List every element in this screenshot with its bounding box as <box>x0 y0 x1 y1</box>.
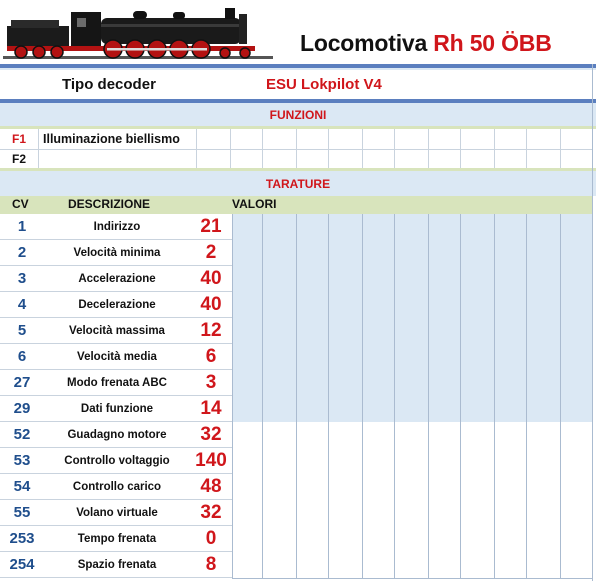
value-cell[interactable] <box>328 474 363 501</box>
value-cell[interactable] <box>560 266 593 293</box>
cv-number: 27 <box>13 374 31 391</box>
value-cell[interactable] <box>262 500 297 527</box>
value-cell[interactable] <box>296 266 329 293</box>
value-cell[interactable] <box>526 266 561 293</box>
value-cell[interactable] <box>232 500 263 527</box>
value-cell[interactable] <box>232 448 263 475</box>
value-cell[interactable] <box>296 240 329 267</box>
value-cell[interactable] <box>526 240 561 267</box>
value-cell[interactable] <box>526 552 561 579</box>
value-cell[interactable] <box>460 292 495 319</box>
value-cell[interactable] <box>232 318 263 345</box>
value-cell[interactable] <box>560 370 593 397</box>
value-cell[interactable] <box>428 292 461 319</box>
cv-description: Velocità media <box>77 351 157 363</box>
value-cell[interactable] <box>460 552 495 579</box>
cv-description: Volano virtuale <box>76 507 158 519</box>
value-cell[interactable] <box>460 370 495 397</box>
decoder-row <box>0 70 596 99</box>
value-cell[interactable] <box>262 422 297 449</box>
grid-line <box>362 149 364 169</box>
value-cell[interactable] <box>560 396 593 423</box>
cv-number: 3 <box>17 270 27 287</box>
value-cell[interactable] <box>362 500 395 527</box>
cv-value[interactable]: 0 <box>205 528 217 549</box>
value-cell[interactable] <box>460 214 495 241</box>
table-row <box>0 318 592 344</box>
value-cell[interactable] <box>328 552 363 579</box>
value-cell[interactable] <box>428 448 461 475</box>
cv-number: 54 <box>13 478 31 495</box>
grid-line <box>494 149 496 169</box>
value-cell[interactable] <box>262 370 297 397</box>
value-cell[interactable] <box>394 318 429 345</box>
value-cell[interactable] <box>428 240 461 267</box>
value-cell[interactable] <box>328 422 363 449</box>
value-cell[interactable] <box>296 552 329 579</box>
value-cell[interactable] <box>262 240 297 267</box>
cv-number: 254 <box>9 556 35 573</box>
value-cell[interactable] <box>232 422 263 449</box>
value-cell[interactable] <box>328 448 363 475</box>
grid-line <box>296 129 298 149</box>
cv-number: 4 <box>17 296 27 313</box>
descrizione-column-header: DESCRIZIONE <box>68 197 151 211</box>
grid-line <box>428 129 430 149</box>
page-title: Locomotiva Rh 50 ÖBB <box>300 30 552 56</box>
cv-value[interactable]: 21 <box>200 216 222 237</box>
value-cell[interactable] <box>394 526 429 553</box>
value-cell[interactable] <box>262 292 297 319</box>
cv-value[interactable]: 140 <box>195 450 227 471</box>
value-cell[interactable] <box>262 448 297 475</box>
value-cell[interactable] <box>494 318 527 345</box>
funzioni-row <box>0 149 592 170</box>
value-cell[interactable] <box>394 396 429 423</box>
value-cell[interactable] <box>362 396 395 423</box>
value-cell[interactable] <box>460 474 495 501</box>
value-cell[interactable] <box>460 526 495 553</box>
right-border <box>592 64 593 581</box>
value-cell[interactable] <box>262 266 297 293</box>
value-cell[interactable] <box>362 214 395 241</box>
grid-line <box>494 129 496 149</box>
value-cell[interactable] <box>328 266 363 293</box>
value-cell[interactable] <box>460 422 495 449</box>
cv-value[interactable]: 14 <box>200 398 222 419</box>
value-cell[interactable] <box>328 214 363 241</box>
grid-line <box>428 149 430 169</box>
cv-value[interactable]: 2 <box>205 242 217 263</box>
cv-value[interactable]: 32 <box>200 424 222 445</box>
value-cell[interactable] <box>232 526 263 553</box>
value-cell[interactable] <box>560 448 593 475</box>
tarature-header-row <box>0 196 592 214</box>
grid-line <box>230 129 232 149</box>
value-cell[interactable] <box>394 552 429 579</box>
steam-locomotive-image <box>3 4 273 62</box>
value-cell[interactable] <box>394 448 429 475</box>
funzione-key: F1 <box>0 129 39 149</box>
value-cell[interactable] <box>526 370 561 397</box>
value-cell[interactable] <box>526 318 561 345</box>
value-cell[interactable] <box>328 526 363 553</box>
grid-line <box>196 129 198 149</box>
value-cell[interactable] <box>428 474 461 501</box>
grid-line <box>328 149 330 169</box>
table-row <box>0 370 592 396</box>
value-cell[interactable] <box>428 422 461 449</box>
value-cell[interactable] <box>494 266 527 293</box>
cv-value[interactable]: 6 <box>205 346 217 367</box>
value-cell[interactable] <box>296 448 329 475</box>
grid-line <box>460 149 462 169</box>
cv-number: 53 <box>13 452 31 469</box>
table-row <box>0 500 592 526</box>
value-cell[interactable] <box>394 422 429 449</box>
tarature-divider <box>0 168 596 171</box>
value-cell[interactable] <box>460 240 495 267</box>
value-cell[interactable] <box>362 448 395 475</box>
value-cell[interactable] <box>262 474 297 501</box>
value-cell[interactable] <box>296 526 329 553</box>
value-cell[interactable] <box>328 500 363 527</box>
decoder-label: Tipo decoder <box>62 76 156 93</box>
value-cell[interactable] <box>232 344 263 371</box>
cv-description: Controllo carico <box>72 481 162 493</box>
cv-value[interactable]: 40 <box>200 268 222 289</box>
cv-number: 5 <box>17 322 27 339</box>
value-cell[interactable] <box>394 266 429 293</box>
value-cell[interactable] <box>328 396 363 423</box>
value-cell[interactable] <box>560 422 593 449</box>
value-cell[interactable] <box>560 526 593 553</box>
value-cell[interactable] <box>232 396 263 423</box>
value-cell[interactable] <box>394 214 429 241</box>
value-cell[interactable] <box>428 344 461 371</box>
value-cell[interactable] <box>262 214 297 241</box>
value-cell[interactable] <box>526 422 561 449</box>
funzione-description[interactable]: Illuminazione biellismo <box>43 132 180 146</box>
value-cell[interactable] <box>526 344 561 371</box>
cv-description: Modo frenata ABC <box>67 377 167 389</box>
value-cell[interactable] <box>232 266 263 293</box>
grid-line <box>526 129 528 149</box>
grid-line <box>560 129 562 149</box>
grid-line <box>394 149 396 169</box>
funzione-key: F2 <box>0 149 39 169</box>
grid-line <box>262 149 264 169</box>
value-cell[interactable] <box>428 552 461 579</box>
value-cell[interactable] <box>460 396 495 423</box>
value-cell[interactable] <box>526 448 561 475</box>
value-cell[interactable] <box>560 474 593 501</box>
value-cell[interactable] <box>262 396 297 423</box>
value-cell[interactable] <box>296 422 329 449</box>
cv-number: 2 <box>17 244 27 261</box>
value-cell[interactable] <box>428 214 461 241</box>
value-cell[interactable] <box>394 344 429 371</box>
cv-description: Dati funzione <box>80 403 154 415</box>
value-cell[interactable] <box>428 396 461 423</box>
value-cell[interactable] <box>232 474 263 501</box>
cv-number: 29 <box>13 400 31 417</box>
grid-line <box>526 149 528 169</box>
table-row <box>0 344 592 370</box>
value-cell[interactable] <box>494 344 527 371</box>
grid-line <box>230 149 232 169</box>
value-cell[interactable] <box>232 214 263 241</box>
value-cell[interactable] <box>296 344 329 371</box>
table-row <box>0 240 592 266</box>
table-row <box>0 448 592 474</box>
value-cell[interactable] <box>362 292 395 319</box>
table-row <box>0 422 592 448</box>
value-cell[interactable] <box>362 370 395 397</box>
cv-value[interactable]: 8 <box>205 554 217 575</box>
table-row <box>0 474 592 500</box>
cv-number: 253 <box>9 530 35 547</box>
grid-line <box>394 129 396 149</box>
value-cell[interactable] <box>494 240 527 267</box>
value-cell[interactable] <box>296 292 329 319</box>
cv-description: Guadagno motore <box>67 429 167 441</box>
value-cell[interactable] <box>460 266 495 293</box>
value-cell[interactable] <box>428 500 461 527</box>
table-row <box>0 292 592 318</box>
value-cell[interactable] <box>362 266 395 293</box>
tarature-title: TARATURE <box>265 177 331 191</box>
value-cell[interactable] <box>560 318 593 345</box>
value-cell[interactable] <box>460 500 495 527</box>
value-cell[interactable] <box>232 240 263 267</box>
value-cell[interactable] <box>428 266 461 293</box>
value-cell[interactable] <box>394 292 429 319</box>
value-cell[interactable] <box>494 448 527 475</box>
grid-line <box>560 149 562 169</box>
value-cell[interactable] <box>296 370 329 397</box>
value-cell[interactable] <box>262 344 297 371</box>
value-cell[interactable] <box>328 344 363 371</box>
value-cell[interactable] <box>296 214 329 241</box>
cv-column-header: CV <box>12 197 29 211</box>
value-cell[interactable] <box>328 292 363 319</box>
value-cell[interactable] <box>560 344 593 371</box>
cv-value[interactable]: 32 <box>200 502 222 523</box>
grid-line <box>196 149 198 169</box>
value-cell[interactable] <box>232 370 263 397</box>
value-cell[interactable] <box>428 370 461 397</box>
grid-line <box>296 149 298 169</box>
value-cell[interactable] <box>232 292 263 319</box>
value-cell[interactable] <box>494 552 527 579</box>
value-cell[interactable] <box>560 214 593 241</box>
value-cell[interactable] <box>362 422 395 449</box>
value-cell[interactable] <box>232 552 263 579</box>
value-cell[interactable] <box>526 526 561 553</box>
cv-value[interactable]: 3 <box>205 372 217 393</box>
cv-number: 52 <box>13 426 31 443</box>
grid-line <box>262 129 264 149</box>
value-cell[interactable] <box>296 474 329 501</box>
value-cell[interactable] <box>494 500 527 527</box>
value-cell[interactable] <box>494 474 527 501</box>
value-cell[interactable] <box>362 240 395 267</box>
cv-description: Spazio frenata <box>77 559 157 571</box>
cv-number: 6 <box>17 348 27 365</box>
value-cell[interactable] <box>560 500 593 527</box>
value-cell[interactable] <box>296 500 329 527</box>
value-cell[interactable] <box>262 318 297 345</box>
value-cell[interactable] <box>362 318 395 345</box>
value-cell[interactable] <box>394 240 429 267</box>
funzioni-title: FUNZIONI <box>269 108 327 122</box>
value-cell[interactable] <box>560 552 593 579</box>
value-cell[interactable] <box>362 552 395 579</box>
valori-column-header: VALORI <box>232 197 277 211</box>
cv-description: Decelerazione <box>78 299 156 311</box>
value-cell[interactable] <box>362 474 395 501</box>
cv-description: Controllo voltaggio <box>64 455 170 467</box>
cv-description: Accelerazione <box>78 273 156 285</box>
value-cell[interactable] <box>526 500 561 527</box>
value-cell[interactable] <box>560 240 593 267</box>
value-cell[interactable] <box>494 422 527 449</box>
value-cell[interactable] <box>460 318 495 345</box>
value-cell[interactable] <box>296 396 329 423</box>
value-cell[interactable] <box>328 240 363 267</box>
cv-description: Velocità minima <box>73 247 161 259</box>
value-cell[interactable] <box>526 214 561 241</box>
decoder-value[interactable]: ESU Lokpilot V4 <box>266 76 382 93</box>
value-cell[interactable] <box>560 292 593 319</box>
value-cell[interactable] <box>494 526 527 553</box>
cv-value[interactable]: 40 <box>200 294 222 315</box>
cv-number: 55 <box>13 504 31 521</box>
cv-value[interactable]: 48 <box>200 476 222 497</box>
table-row <box>0 266 592 292</box>
value-cell[interactable] <box>494 292 527 319</box>
value-cell[interactable] <box>428 318 461 345</box>
cv-description: Velocità massima <box>69 325 165 337</box>
value-cell[interactable] <box>362 526 395 553</box>
value-cell[interactable] <box>460 344 495 371</box>
value-cell[interactable] <box>494 396 527 423</box>
value-cell[interactable] <box>494 214 527 241</box>
value-cell[interactable] <box>328 370 363 397</box>
value-cell[interactable] <box>526 474 561 501</box>
value-cell[interactable] <box>460 448 495 475</box>
value-cell[interactable] <box>362 344 395 371</box>
table-row <box>0 396 592 422</box>
table-row <box>0 214 592 240</box>
table-row <box>0 526 592 552</box>
value-cell[interactable] <box>494 370 527 397</box>
value-cell[interactable] <box>526 292 561 319</box>
value-cell[interactable] <box>296 318 329 345</box>
cv-description: Indirizzo <box>93 221 141 233</box>
value-cell[interactable] <box>328 318 363 345</box>
table-row <box>0 552 592 578</box>
value-cell[interactable] <box>262 526 297 553</box>
value-cell[interactable] <box>394 370 429 397</box>
value-cell[interactable] <box>262 552 297 579</box>
cv-number: 1 <box>17 218 27 235</box>
grid-line <box>328 129 330 149</box>
cv-value[interactable]: 12 <box>200 320 222 341</box>
value-cell[interactable] <box>526 396 561 423</box>
funzioni-row <box>0 129 592 150</box>
grid-line <box>460 129 462 149</box>
grid-line <box>362 129 364 149</box>
value-cell[interactable] <box>428 526 461 553</box>
value-cell[interactable] <box>394 500 429 527</box>
value-cell[interactable] <box>394 474 429 501</box>
cv-description: Tempo frenata <box>77 533 157 545</box>
